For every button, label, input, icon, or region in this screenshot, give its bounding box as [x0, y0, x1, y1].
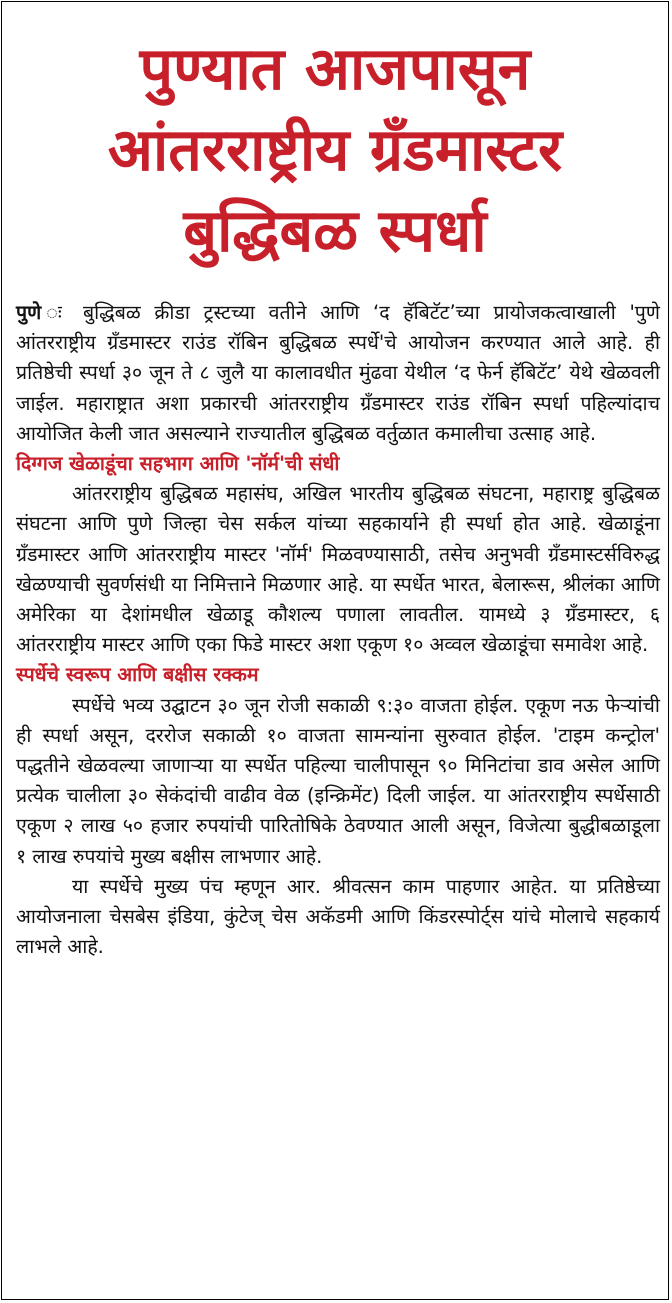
dateline: पुणे	[16, 301, 42, 324]
intro-text: बुद्धिबळ क्रीडा ट्रस्टच्या वतीने आणि ‘द हॅबिटॅट’च्या प्रायोजकत्वाखाली 'पुणे आंतरराष्ट्रीय ग्रँडमास्टर राउंड रॉबिन बुद्धिबळ स्पर्धे'चे आयोजन करण्यात आले आहे. ही प्रतिष्ठेची स्पर्धा ३० जून ते ८ जुलै या कालावधीत मुंढवा येथील ‘द फेर्न हॅबिटॅट’ येथे खेळवली जाईल. महाराष्ट्रात अशा प्रकारची आंतरराष्ट्रीय ग्रँडमास्टर राउंड रॉबिन स्पर्धा पहिल्यांदाच आयोजित केली जात असल्याने राज्यातील बुद्धिबळ वर्तुळात कमालीचा उत्साह आहे.	[16, 301, 660, 445]
subheading-players-norms: दिग्गज खेळाडूंचा सहभाग आणि 'नॉर्म'ची संधी	[16, 452, 340, 476]
headline-line-2: आंतरराष्ट्रीय ग्रँडमास्टर	[107, 115, 563, 184]
paragraph-participants: आंतरराष्ट्रीय बुद्धिबळ महासंघ, अखिल भारतीय बुद्धिबळ संघटना, महाराष्ट्र बुद्धिबळ संघटना आणि पुणे जिल्हा चेस सर्कल यांच्या सहकार्याने ही स्पर्धा होत आहे. खेळाडूंना ग्रँडमास्टर आणि आंतरराष्ट्रीय मास्टर 'नॉर्म' मिळवण्यासाठी, तसेच अनुभवी ग्रँडमास्टर्सविरुद्ध खेळण्याची सुवर्णसंधी या निमित्ताने मिळणार आहे. या स्पर्धेत भारत, बेलारूस, श्रीलंका आणि अमेरिका या देशांमधील खेळाडू कौशल्य पणाला लावतील. यामध्ये ३ ग्रँडमास्टर, ६ आंतरराष्ट्रीय मास्टर आणि एका फिडे मास्टर अशा एकूण १० अव्वल खेळाडूंचा समावेश आहे.	[16, 482, 660, 657]
subheading-format-prize: स्पर्धेचे स्वरूप आणि बक्षीस रक्कम	[16, 663, 259, 687]
intro-paragraph	[16, 298, 660, 449]
headline	[12, 28, 658, 271]
headline-line-3: बुद्धिबळ स्पर्धा	[183, 196, 487, 265]
dateline-separator: ः	[41, 301, 83, 324]
article-frame	[1, 1, 669, 1300]
paragraph-format: स्पर्धेचे भव्य उद्घाटन ३० जून रोजी सकाळी ९:३० वाजता होईल. एकूण नऊ फेऱ्यांची ही स्पर्धा असून, दररोज सकाळी १० वाजता सामन्यांना सुरुवात होईल. 'टाइम कन्ट्रोल' पद्धतीने खेळवल्या जाणाऱ्या या स्पर्धेत पहिल्या चालीपासून ९० मिनिटांचा डाव असेल आणि प्रत्येक चालीला ३० सेकंदांची वाढीव वेळ (इन्क्रिमेंट) दिली जाईल. या आंतरराष्ट्रीय स्पर्धेसाठी एकूण २ लाख ५० हजार रुपयांची पारितोषिके ठेवण्यात आली असून, विजेत्या बुद्धीबळाडूला १ लाख रुपयांचे मुख्य बक्षीस लाभणार आहे.	[16, 693, 660, 868]
paragraph-arbiter-sponsors: या स्पर्धेचे मुख्य पंच म्हणून आर. श्रीवत्सन काम पाहणार आहेत. या प्रतिष्ठेच्या आयोजनाला चेसबेस इंडिया, कुंटेज् चेस अकॅडमी आणि किंडरस्पोर्ट्स यांचे मोलाचे सहकार्य लाभले आहे.	[16, 874, 660, 959]
article-body	[16, 298, 660, 962]
headline-line-1: पुण्यात आजपासून	[139, 34, 531, 103]
